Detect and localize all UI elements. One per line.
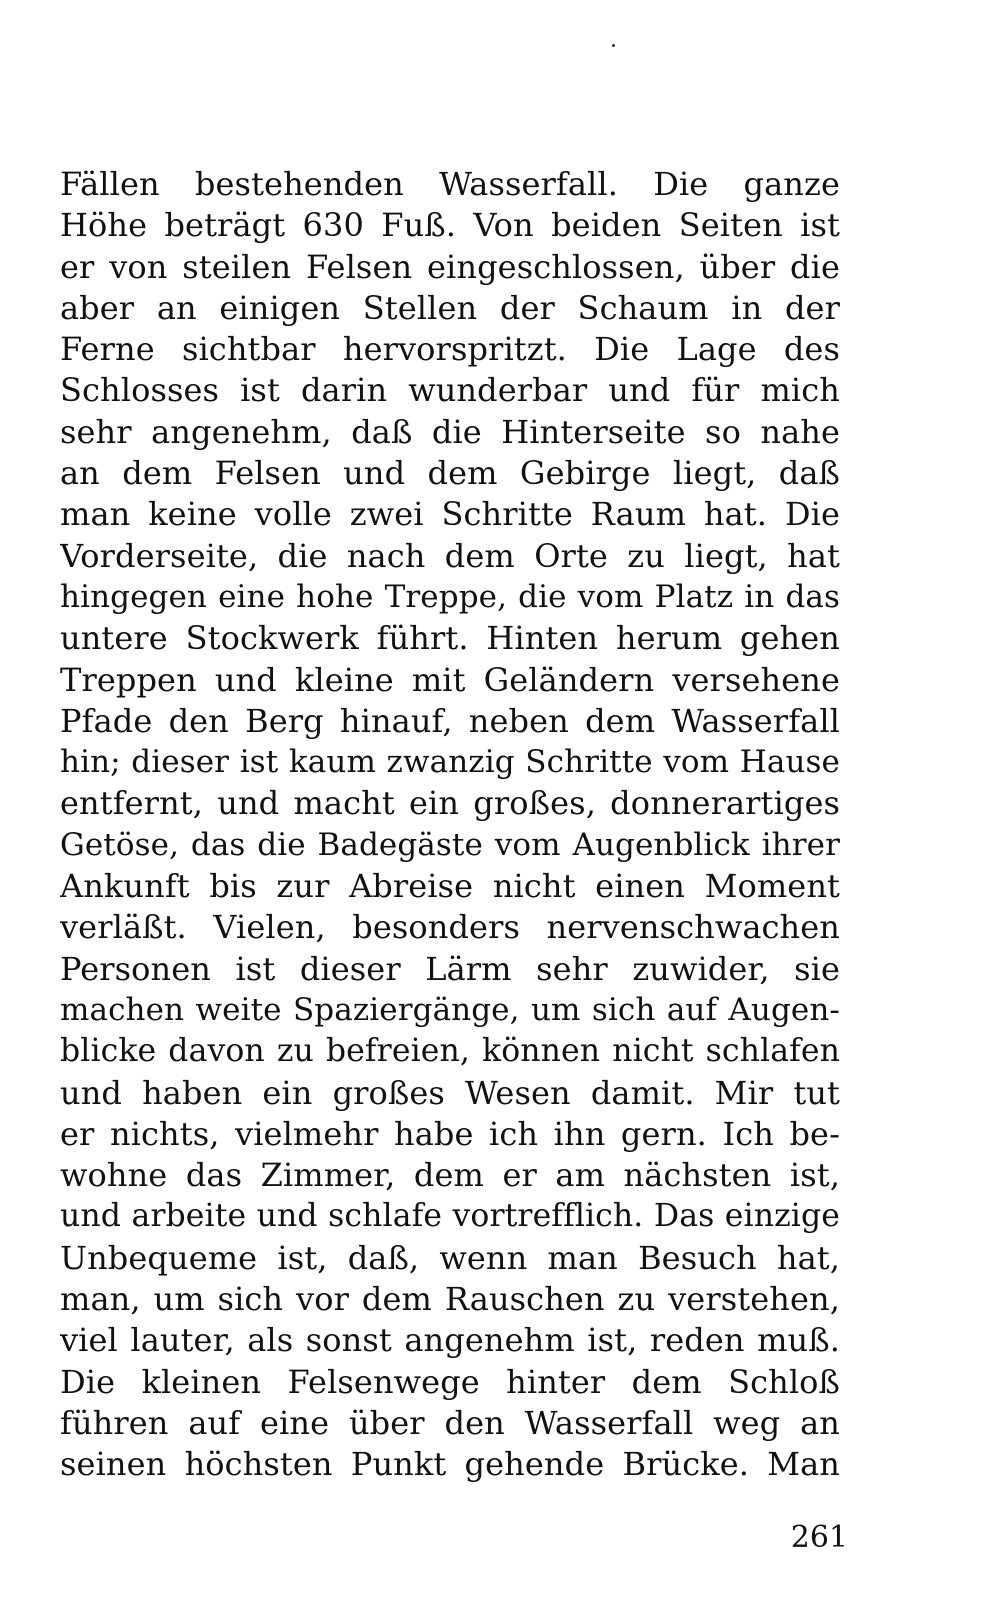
text-line: er nichts, vielmehr habe ich ihn gern. Ich be- xyxy=(60,1114,840,1153)
text-line: man keine volle zwei Schritte Raum hat. Die xyxy=(60,495,840,534)
print-speck xyxy=(612,44,615,47)
text-line: Fällen bestehenden Wasserfall. Die ganze xyxy=(60,165,840,203)
text-line: Ankunft bis zur Abreise nicht einen Moment xyxy=(60,867,840,906)
page-number: 261 xyxy=(790,1520,848,1555)
text-line: seinen höchsten Punkt gehende Brücke. Man xyxy=(60,1445,840,1484)
text-line: untere Stockwerk führt. Hinten herum gehen xyxy=(60,619,840,658)
text-line: Schlosses ist darin wunderbar und für mich xyxy=(60,371,840,410)
text-line: Treppen und kleine mit Geländern versehene xyxy=(60,660,840,699)
body-text xyxy=(60,164,840,1486)
text-line: viel lauter, als sonst angenehm ist, reden muß. xyxy=(60,1321,840,1360)
text-line: Höhe beträgt 630 Fuß. Von beiden Seiten ist xyxy=(60,206,840,245)
text-line: Unbequeme ist, daß, wenn man Besuch hat, xyxy=(60,1238,840,1277)
text-line: sehr angenehm, daß die Hinterseite so nahe xyxy=(60,412,840,451)
text-line: Personen ist dieser Lärm sehr zuwider, sie xyxy=(60,949,840,988)
text-line: aber an einigen Stellen der Schaum in der xyxy=(60,288,840,327)
text-line: machen weite Spaziergänge, um sich auf Augen- xyxy=(60,991,840,1028)
text-line: er von steilen Felsen eingeschlossen, über die xyxy=(60,247,840,286)
text-line: und arbeite und schlafe vortrefflich. Das einzige xyxy=(60,1198,840,1235)
text-line: Ferne sichtbar hervorspritzt. Die Lage des xyxy=(60,330,840,369)
text-line: entfernt, und macht ein großes, donnerartiges xyxy=(60,784,840,823)
text-line: Getöse, das die Badegäste vom Augenblick ihrer xyxy=(60,826,840,863)
text-line: wohne das Zimmer, dem er am nächsten ist, xyxy=(60,1156,840,1195)
text-line: Pfade den Berg hinauf, neben dem Wasserfall xyxy=(60,701,840,740)
text-line: blicke davon zu befreien, können nicht schlafen xyxy=(60,1033,840,1070)
text-line: man, um sich vor dem Rauschen zu verstehen, xyxy=(60,1280,840,1319)
text-line: an dem Felsen und dem Gebirge liegt, daß xyxy=(60,454,840,493)
text-line: und haben ein großes Wesen damit. Mir tut xyxy=(60,1073,840,1112)
text-line: verläßt. Vielen, besonders nervenschwachen xyxy=(60,908,840,947)
text-line: führen auf eine über den Wasserfall weg an xyxy=(60,1403,840,1442)
text-line: hingegen eine hohe Treppe, die vom Platz in das xyxy=(60,578,840,615)
text-line: Die kleinen Felsenwege hinter dem Schloß xyxy=(60,1362,840,1401)
text-line: Vorderseite, die nach dem Orte zu liegt, hat xyxy=(60,536,840,575)
text-line: hin; dieser ist kaum zwanzig Schritte vom Hause xyxy=(60,744,840,781)
